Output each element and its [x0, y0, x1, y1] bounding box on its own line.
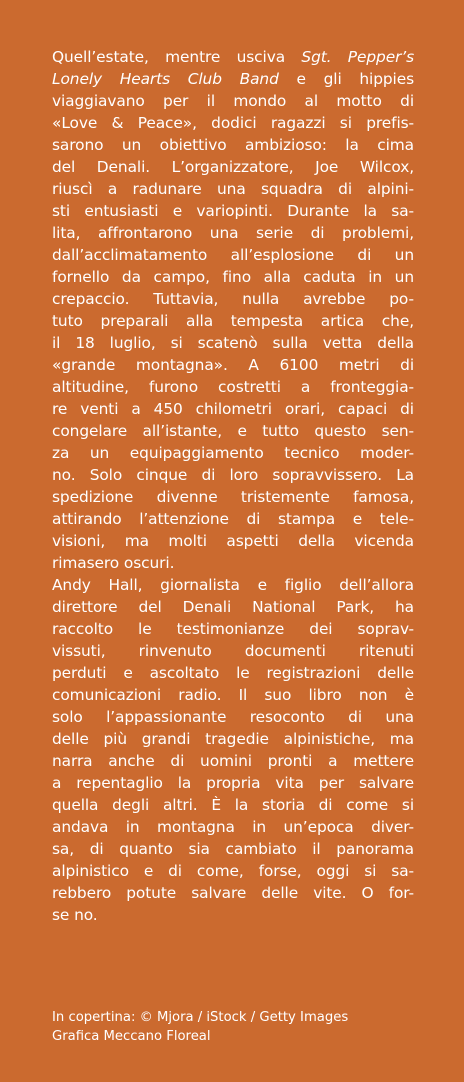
- text-line: Lonely Hearts Club Band e gli hippies: [52, 70, 415, 88]
- text-line: andava in montagna in un’epoca diver-: [52, 818, 414, 836]
- text-line: raccolto le testimonianze dei soprav-: [52, 620, 414, 638]
- text-line: Andy Hall, giornalista e figlio dell’allora: [52, 576, 414, 594]
- text-line: perduti e ascoltato le registrazioni delle: [52, 664, 414, 682]
- text-line: se no.: [52, 906, 98, 924]
- text-line: re venti a 450 chilometri orari, capaci di: [52, 400, 414, 418]
- text-line: Quell’estate, mentre usciva Sgt. Pepper’s: [52, 48, 415, 66]
- back-flap-text: [52, 46, 414, 926]
- text-line: lita, affrontarono una serie di problemi,: [52, 224, 414, 242]
- text-line: sarono un obiettivo ambizioso: la cima: [52, 136, 414, 154]
- text-line: quella degli altri. È la storia di come si: [52, 796, 414, 814]
- text-line: viaggiavano per il mondo al motto di: [52, 92, 414, 110]
- text-line: «Love & Peace», dodici ragazzi si prefis-: [52, 114, 414, 132]
- book-title-italic: Sgt. Pepper’s: [301, 48, 415, 66]
- text-line: za un equipaggiamento tecnico moder-: [52, 444, 414, 462]
- cover-credit: In copertina: © Mjora / iStock / Getty Images: [52, 1010, 349, 1025]
- book-title-italic: Lonely Hearts Club Band: [52, 70, 279, 88]
- text-line: a repentaglio la propria vita per salvare: [52, 774, 414, 792]
- text-line: solo l’appassionante resoconto di una: [52, 708, 414, 726]
- text-line: fornello da campo, fino alla caduta in un: [52, 268, 414, 286]
- design-credit: Grafica Meccano Floreal: [52, 1029, 211, 1044]
- text-line: no. Solo cinque di loro sopravvissero. La: [52, 466, 414, 484]
- text-line: comunicazioni radio. Il suo libro non è: [52, 686, 414, 704]
- text-line: visioni, ma molti aspetti della vicenda: [52, 532, 414, 550]
- text-line: rimasero oscuri.: [52, 554, 175, 572]
- synopsis-paragraph-1: [52, 46, 414, 574]
- credits: [52, 1008, 432, 1046]
- text-line: rebbero potute salvare delle vite. O for-: [52, 884, 414, 902]
- text-line: altitudine, furono costretti a fronteggia-: [52, 378, 414, 396]
- text-line: direttore del Denali National Park, ha: [52, 598, 414, 616]
- text-line: riuscì a radunare una squadra di alpini-: [52, 180, 414, 198]
- synopsis-paragraph-2: [52, 574, 414, 926]
- text-line: dall’acclimatamento all’esplosione di un: [52, 246, 414, 264]
- text-line: sti entusiasti e variopinti. Durante la sa-: [52, 202, 414, 220]
- text-line: «grande montagna». A 6100 metri di: [52, 356, 414, 374]
- text-line: spedizione divenne tristemente famosa,: [52, 488, 414, 506]
- text-line: del Denali. L’organizzatore, Joe Wilcox,: [52, 158, 414, 176]
- text-line: delle più grandi tragedie alpinistiche, ma: [52, 730, 414, 748]
- text-line: alpinistico e di come, forse, oggi si sa-: [52, 862, 414, 880]
- text-line: congelare all’istante, e tutto questo sen-: [52, 422, 414, 440]
- text-line: il 18 luglio, si scatenò sulla vetta della: [52, 334, 414, 352]
- text-line: vissuti, rinvenuto documenti ritenuti: [52, 642, 414, 660]
- text-line: crepaccio. Tuttavia, nulla avrebbe po-: [52, 290, 414, 308]
- text-line: attirando l’attenzione di stampa e tele-: [52, 510, 414, 528]
- text-line: narra anche di uomini pronti a mettere: [52, 752, 414, 770]
- text-line: sa, di quanto sia cambiato il panorama: [52, 840, 414, 858]
- text-line: tuto preparali alla tempesta artica che,: [52, 312, 414, 330]
